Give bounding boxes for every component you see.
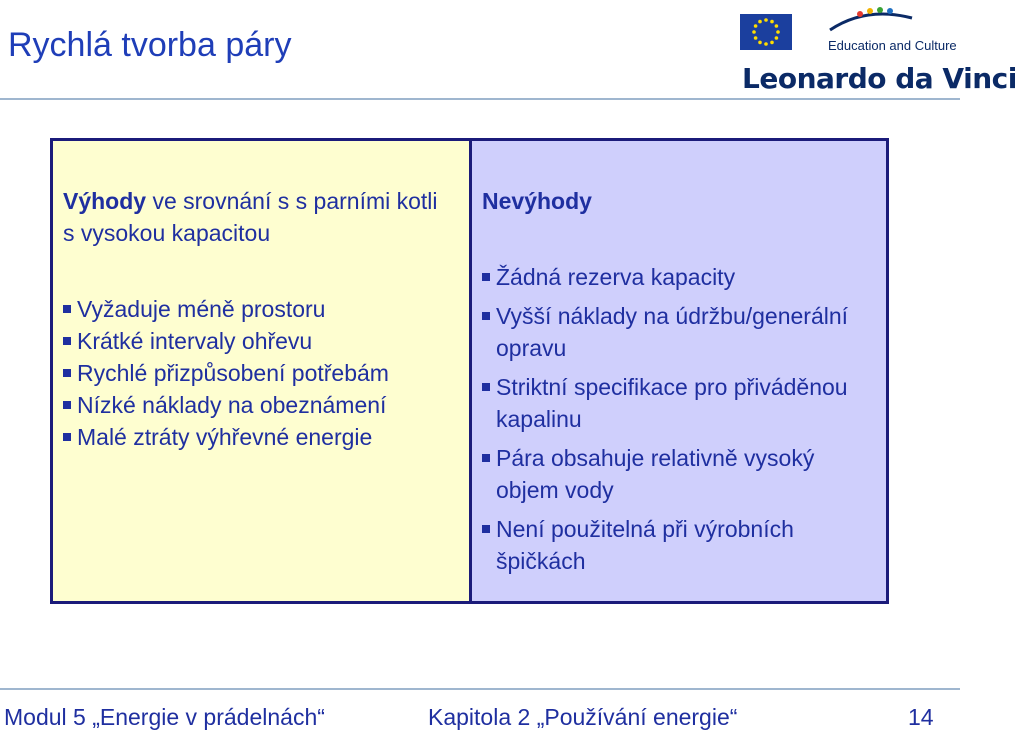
advantages-heading: [63, 185, 453, 249]
disadvantages-panel: [469, 138, 889, 604]
list-item: Krátké intervaly ohřevu: [63, 325, 463, 357]
footer-module: Modul 5 „Energie v prádelnách“: [4, 704, 325, 730]
program-label: Education and Culture: [828, 38, 957, 53]
swoosh-logo: [826, 4, 916, 34]
program-logo-text: Leonardo da Vinci: [742, 62, 1017, 95]
header-divider: [0, 98, 960, 100]
advantages-heading-bold: Výhody: [63, 188, 147, 214]
footer-divider: [0, 688, 960, 690]
advantages-list: [63, 293, 463, 453]
page-number: 14: [908, 704, 934, 730]
eu-flag-logo: [740, 14, 792, 50]
advantages-panel: [50, 138, 472, 604]
disadvantages-heading: [482, 185, 592, 217]
list-item: Pára obsahuje relativně vysoký objem vody: [482, 442, 878, 506]
list-item: Striktní specifikace pro přiváděnou kapalinu: [482, 371, 878, 435]
advantages-heading-rest: ve srovnání s s parními kotli s vysokou kapacitou: [63, 188, 438, 246]
list-item: Malé ztráty výhřevné energie: [63, 421, 463, 453]
list-item: Vyžaduje méně prostoru: [63, 293, 463, 325]
list-item: Vyšší náklady na údržbu/generální opravu: [482, 300, 878, 364]
footer-chapter: Kapitola 2 „Používání energie“: [428, 704, 738, 730]
disadvantages-list: [482, 261, 878, 584]
list-item: Není použitelná při výrobních špičkách: [482, 513, 878, 577]
slide-title: Rychlá tvorba páry: [8, 26, 292, 64]
list-item: Žádná rezerva kapacity: [482, 261, 878, 293]
list-item: Nízké náklady na obeznámení: [63, 389, 463, 421]
disadvantages-heading-text: Nevýhody: [482, 188, 592, 214]
list-item: Rychlé přizpůsobení potřebám: [63, 357, 463, 389]
